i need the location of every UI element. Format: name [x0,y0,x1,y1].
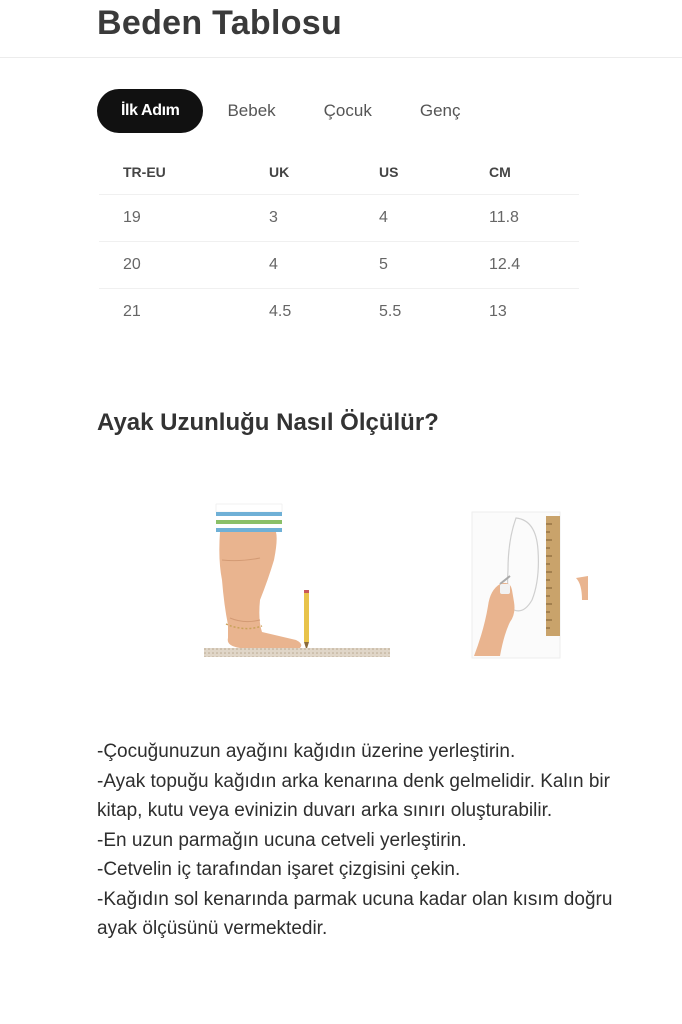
table-cell: 13 [489,302,507,320]
table-cell: 11.8 [465,194,579,241]
measure-instructions [97,737,617,944]
instruction-item: -Cetvelin iç tarafından işaret çizgisini çekin. [97,859,461,880]
table-row [99,241,579,288]
column-header-us: US [355,150,465,194]
table-cell: 19 [99,194,245,241]
tab-ilk-adim[interactable]: İlk Adım [97,89,203,133]
tab-genc[interactable]: Genç [419,101,461,120]
table-cell: 21 [123,302,141,320]
table-row [99,194,579,241]
instruction-item: -Çocuğunuzun ayağını kağıdın üzerine yerleştirin. [97,741,516,762]
instruction-item: -En uzun parmağın ucuna cetveli yerleştirin. [97,829,467,851]
size-category-tabs [97,89,484,133]
column-header-uk: UK [245,150,355,194]
column-header-tr-eu: TR-EU [99,150,245,194]
header [0,0,682,58]
table-cell: 5 [355,241,465,288]
table-cell: 4 [355,194,465,241]
table-cell: 5.5 [379,302,402,320]
measure-section-title: Ayak Uzunluğu Nasıl Ölçülür? [97,409,439,436]
table-cell: 4 [245,241,355,288]
tab-bebek[interactable]: Bebek [227,101,276,120]
table-cell: 12.4 [465,241,579,288]
instruction-item: -Ayak topuğu kağıdın arka kenarına denk gelmelidir. Kalın bir kitap, kutu veya evinizin duvarı arka sınırı oluşturabilir. [97,770,610,821]
foot-measure-illustration [200,500,392,660]
table-cell: 3 [245,194,355,241]
table-header-row [99,150,579,194]
tab-cocuk[interactable]: Çocuk [323,101,372,120]
table-row [99,288,579,335]
table-cell: 4.5 [269,302,292,320]
instruction-item: -Kağıdın sol kenarında parmak ucuna kadar olan kısım doğru ayak ölçüsünü vermektedir. [97,888,613,939]
table-cell: 20 [99,241,245,288]
column-header-cm: CM [465,150,579,194]
foot-outline-ruler-illustration [470,510,588,660]
size-table [99,150,579,335]
page-title: Beden Tablosu [97,4,343,42]
